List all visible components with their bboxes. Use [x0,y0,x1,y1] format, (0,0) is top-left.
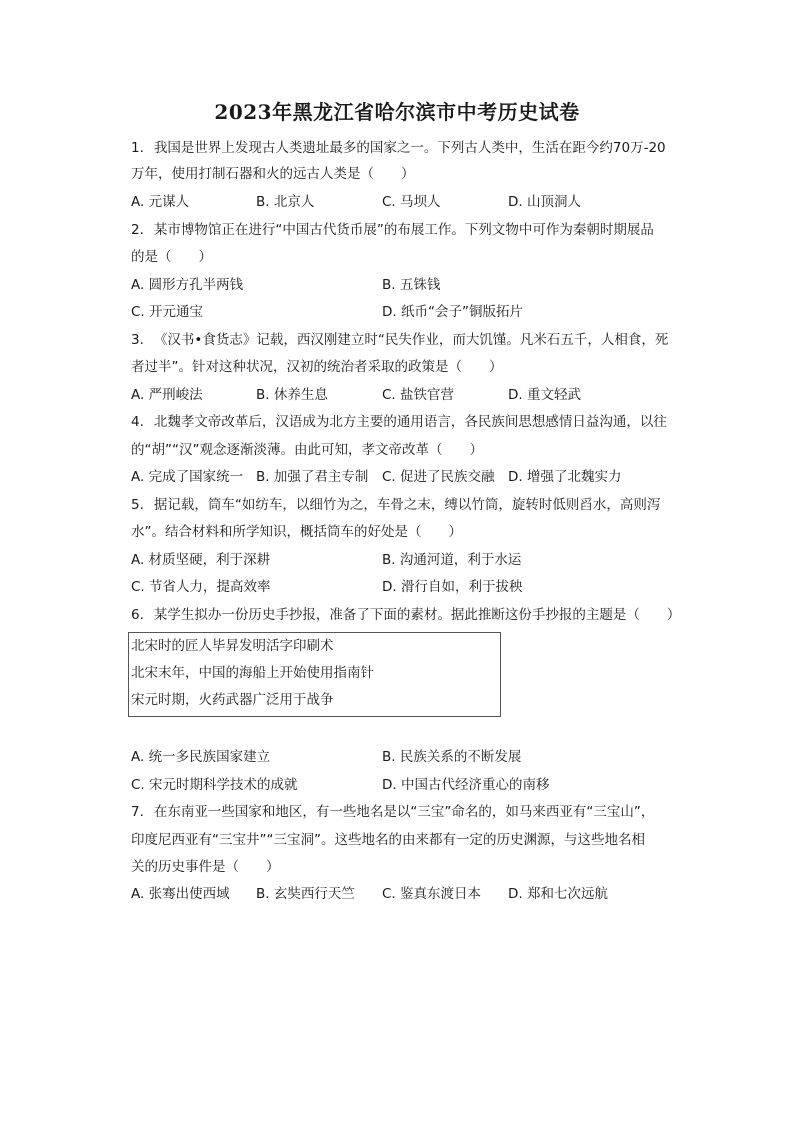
material-line-3: 宋元时期，火药武器广泛用于战争 [131,692,334,708]
question-text: 某市博物馆正在进行“中国古代货币展”的布展工作。下列文物中可作为秦朝时期展品 [153,222,654,238]
q7-option-c[interactable]: C. 鉴真东渡日本 [382,886,482,902]
question-7-line-2: 印度尼西亚有“三宝井”“三宝洞”。这些地名的由来都有一定的历史渊源，与这些地名相 [131,832,645,848]
exam-title: 2023年黑龙江省哈尔滨市中考历史试卷 [214,100,580,124]
material-line-2: 北宋末年，中国的海船上开始使用指南针 [131,665,374,681]
question-7-line-1 [131,803,654,821]
q5-option-d[interactable]: D. 滑行自如，利于拔秧 [382,579,523,595]
q7-option-a[interactable]: A. 张骞出使西域 [131,886,230,902]
question-text: 在东南亚一些国家和地区，有一些地名是以“三宝”命名的，如马来西亚有“三宝山”， [153,804,655,820]
q4-option-c[interactable]: C. 促进了民族交融 [382,469,495,485]
q4-option-b[interactable]: B. 加强了君主专制 [256,469,369,485]
q4-option-a[interactable]: A. 完成了国家统一 [131,469,244,485]
question-3-line-2: 者过半”。针对这种状况，汉初的统治者采取的政策是（ ） [131,359,503,375]
q2-option-d[interactable]: D. 纸币“会子”铜版拓片 [382,304,523,320]
question-4-line-2: 的“胡”“汉”观念逐渐淡薄。由此可知，孝文帝改革（ ） [131,442,483,458]
q5-option-b[interactable]: B. 沟通河道，利于水运 [382,552,522,568]
q3-option-a[interactable]: A. 严刑峻法 [131,387,203,403]
question-3-line-1 [131,331,668,349]
q2-option-b[interactable]: B. 五铢钱 [382,277,441,293]
q2-option-a[interactable]: A. 圆形方孔半两钱 [131,277,244,293]
q3-option-c[interactable]: C. 盐铁官营 [382,387,455,403]
question-text: 据记载，筒车“如纺车，以细竹为之，车骨之末，缚以竹筒，旋转时低则舀水，高则泻 [153,497,661,513]
q3-option-d[interactable]: D. 重文轻武 [508,387,581,403]
question-text: 某学生拟办一份历史手抄报，准备了下面的素材。据此推断这份手抄报的主题是（ ） [153,607,681,623]
question-number: 5. [131,497,144,513]
q7-option-d[interactable]: D. 郑和七次远航 [508,886,608,902]
question-text: 北魏孝文帝改革后，汉语成为北方主要的通用语言，各民族间思想感情日益沟通，以往 [153,414,667,430]
q6-option-b[interactable]: B. 民族关系的不断发展 [382,749,522,765]
q7-option-b[interactable]: B. 玄奘西行天竺 [256,886,355,902]
question-number: 3. [131,332,144,348]
question-5-line-1 [131,496,660,514]
material-line-1: 北宋时的匠人毕昇发明活字印刷术 [131,638,334,654]
question-number: 7. [131,804,144,820]
q2-option-c[interactable]: C. 开元通宝 [131,304,204,320]
q4-option-d[interactable]: D. 增强了北魏实力 [508,469,622,485]
question-text: 《汉书•食货志》记载，西汉刚建立时“民失作业，而大饥馑。凡米石五千，人相食，死 [153,332,669,348]
q1-option-a[interactable]: A. 元谋人 [131,194,190,210]
question-2-line-1 [131,221,654,239]
q5-option-a[interactable]: A. 材质坚硬，利于深耕 [131,552,271,568]
q5-option-c[interactable]: C. 节省人力，提高效率 [131,579,271,595]
q1-option-c[interactable]: C. 马坝人 [382,194,441,210]
question-number: 4. [131,414,144,430]
question-number: 6. [131,607,144,623]
q1-option-d[interactable]: D. 山顶洞人 [508,194,581,210]
question-4-line-1 [131,413,667,431]
question-1-line-2: 万年，使用打制石器和火的远古人类是（ ） [131,166,415,182]
question-7-line-3: 关的历史事件是（ ） [131,859,280,875]
q6-option-d[interactable]: D. 中国古代经济重心的南移 [382,777,550,793]
q3-option-b[interactable]: B. 休养生息 [256,387,328,403]
question-number: 2. [131,222,144,238]
question-5-line-2: 水”。结合材料和所学知识，概括筒车的好处是（ ） [131,524,462,540]
material-box [128,632,501,717]
question-6-line-1 [131,606,680,624]
q6-option-a[interactable]: A. 统一多民族国家建立 [131,749,271,765]
q1-option-b[interactable]: B. 北京人 [256,194,315,210]
question-2-line-2: 的是（ ） [131,249,212,265]
question-1-line-1 [131,139,666,157]
question-text: 我国是世界上发现古人类遗址最多的国家之一。下列古人类中，生活在距今约70万-20 [153,140,666,156]
question-number: 1. [131,140,144,156]
q6-option-c[interactable]: C. 宋元时期科学技术的成就 [131,777,298,793]
